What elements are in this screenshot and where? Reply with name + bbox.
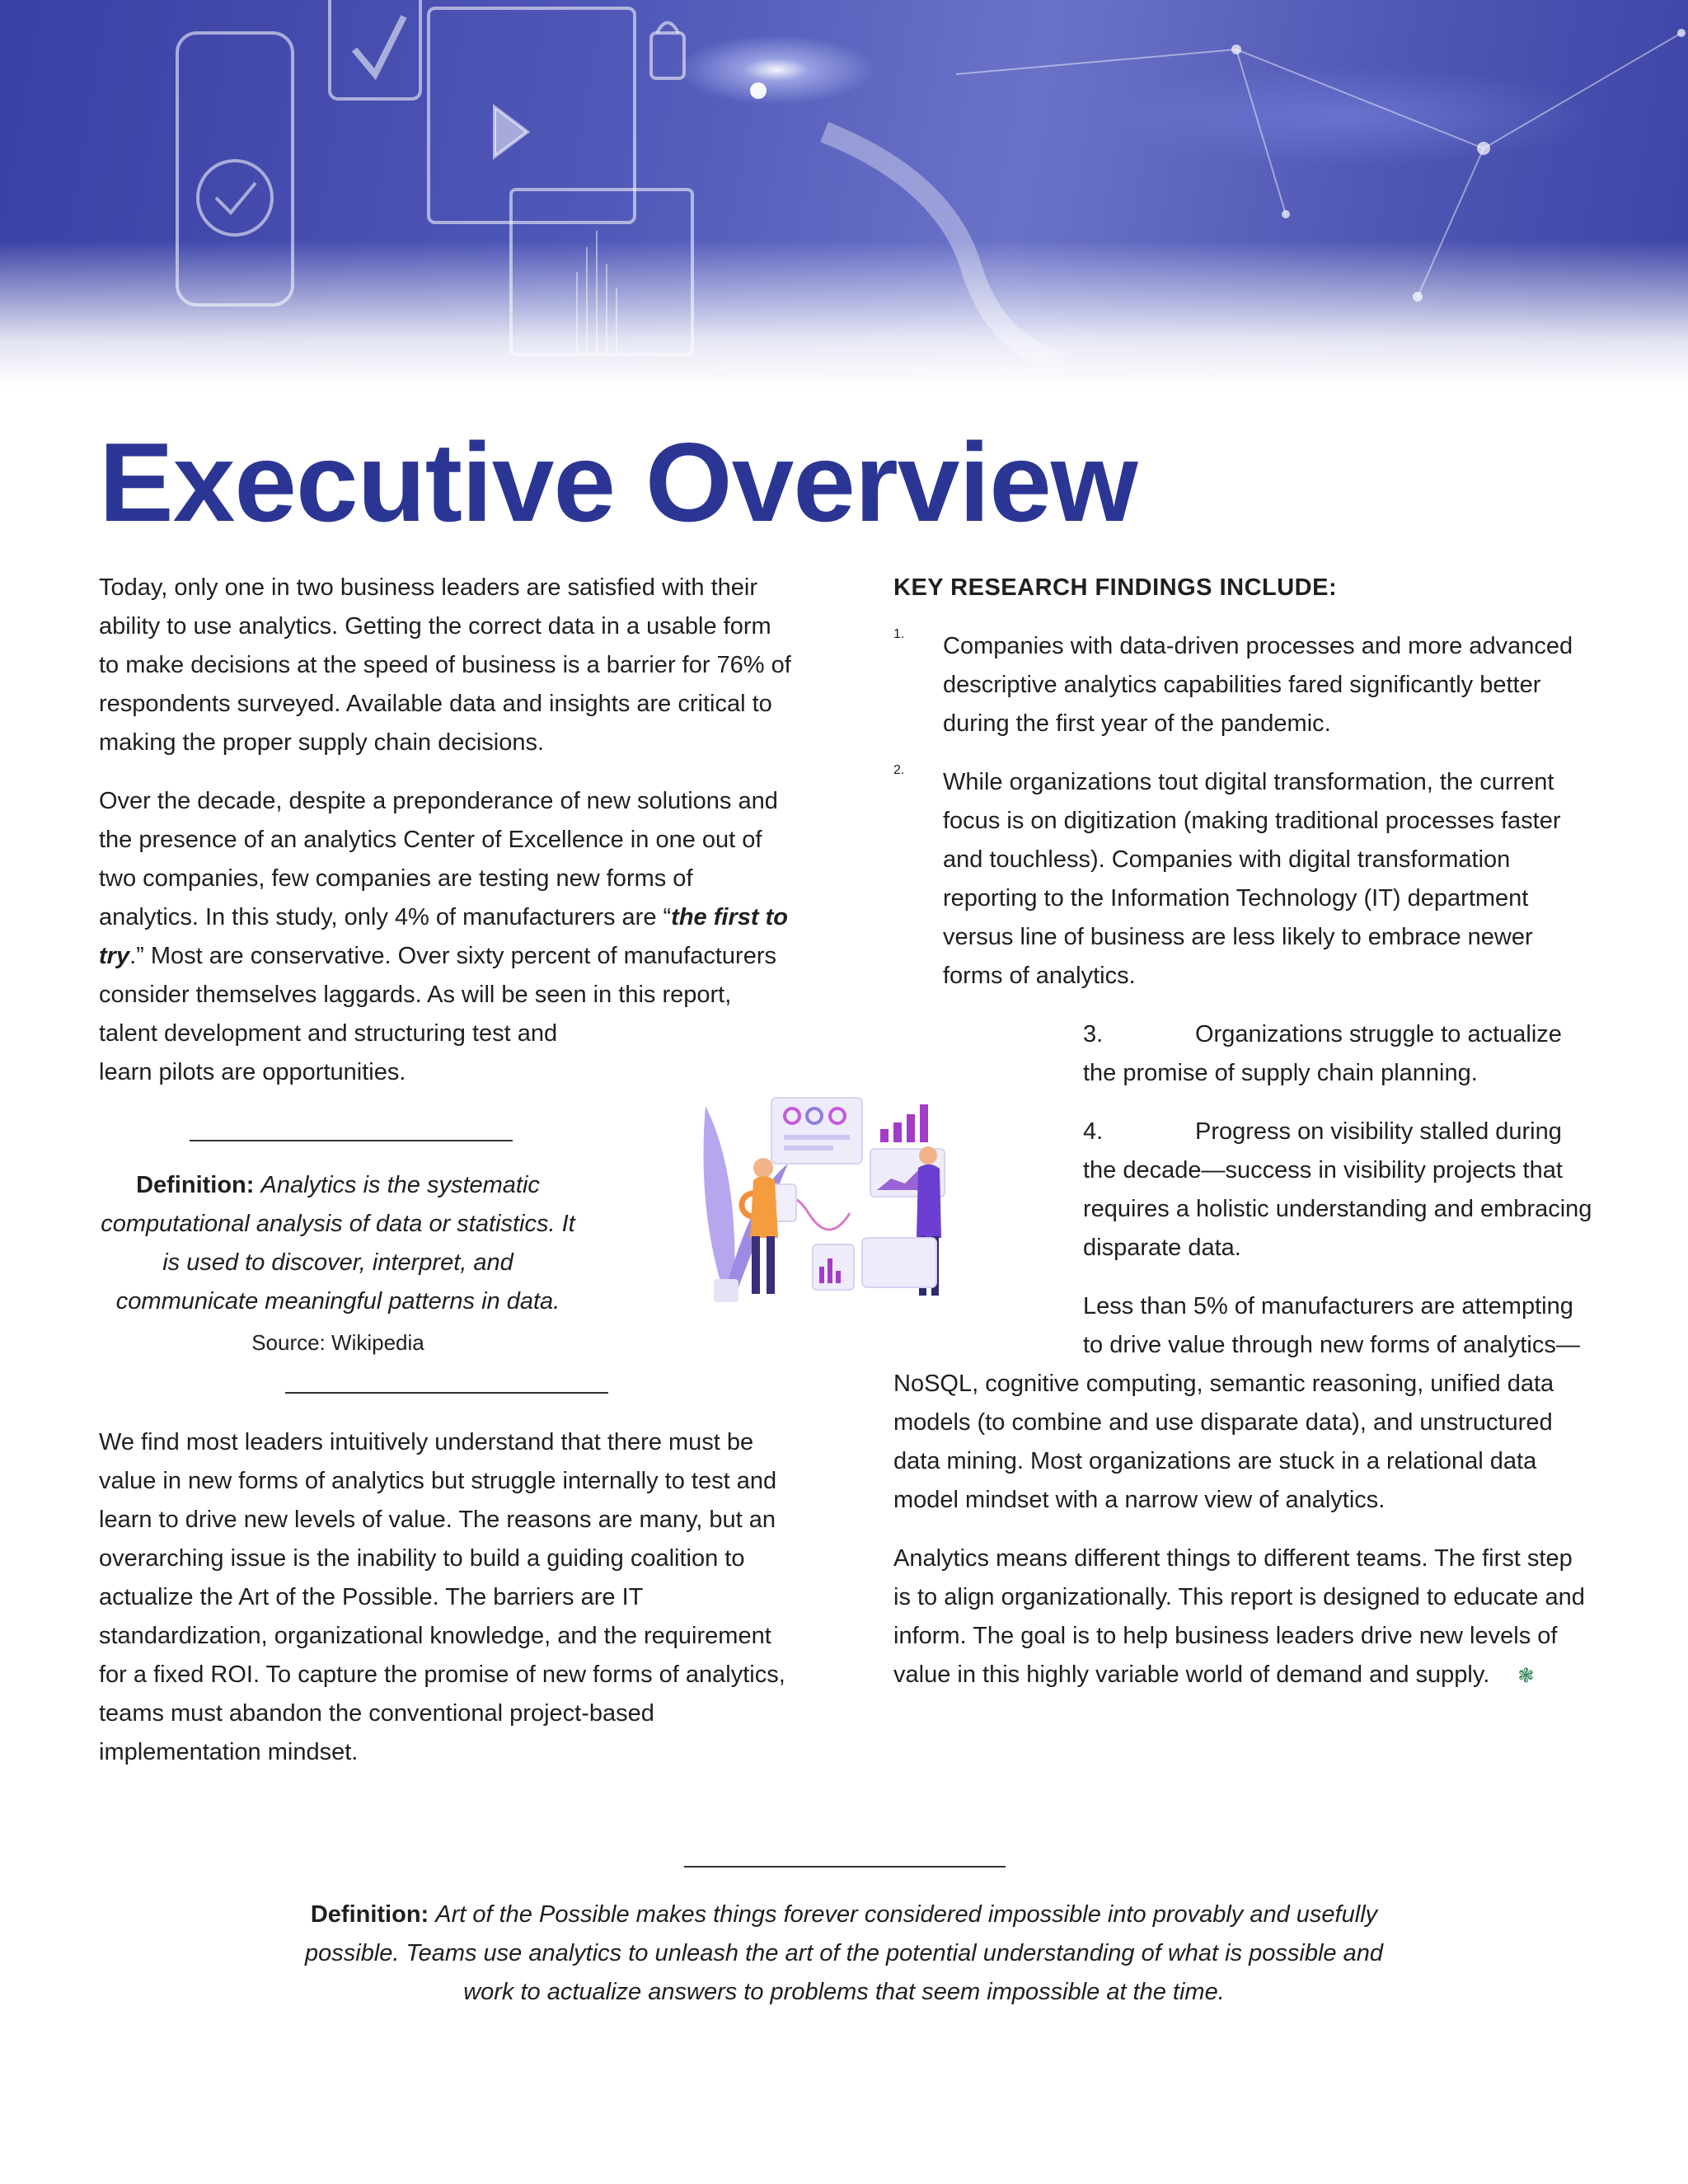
art-of-possible-definition: Definition: Art of the Possible makes things forever considered impossible into provably and usefully possible. Teams use analytics to unleash the art of the potential understanding of what is possible and work to actualize answers to problems that seem impossible at the time. xyxy=(305,1901,1383,2005)
finding-item: 2. While organizations tout digital transformation, the current focus is on digitization (making traditional processes faster and touchless). Companies with digital transformation reporting to the Information Technology (IT) department versus line of business are less likely to embrace newer forms of analytics. xyxy=(893,763,1561,989)
less-than-paragraph-start: Less than 5% of manufacturers are attempting to drive value through new forms of analytics— xyxy=(1083,1293,1580,1358)
definition-source: Source: Wikipedia xyxy=(251,1330,424,1355)
analytics-definition: Definition: Analytics is the systematic computational analysis of data or statistics. It is used to discover, interpret, and communicate meaningful patterns in data. xyxy=(101,1172,575,1315)
decade-paragraph: Over the decade, despite a preponderance of new solutions and the presence of an analytics Center of Excellence in one out of two companies, few companies are testing new forms of analytics. In this study, only 4% of manufacturers are “the first to try.” Most are conservative. Over sixty percent of manufacturers consider themselves laggards. As will be seen in this report, talent development and structuring test and xyxy=(99,788,788,1047)
intro-paragraph: Today, only one in two business leaders are satisfied with their ability to use analytics. Getting the correct data in a usable form to make decisions at the speed of business is a barrier for 76% of respondents surveyed. Available data and insights are critical to making the proper supply chain decisions. xyxy=(99,574,791,756)
finding-item: 3. Organizations struggle to actualize the promise of supply chain planning. xyxy=(1083,1021,1562,1086)
decade-paragraph-end: learn pilots are opportunities. xyxy=(99,1059,406,1085)
divider xyxy=(285,1392,608,1394)
plant-leaf-icon xyxy=(704,1106,735,1287)
right-column xyxy=(893,569,1594,1695)
less-than-paragraph-end: NoSQL, cognitive computing, semantic reasoning, unified data models (to combine and use disparate data), and unstructured data mining. Most organizations are stuck in a relational data model mindset with a narrow view of analytics. xyxy=(893,1371,1554,1513)
findings-heading: KEY RESEARCH FINDINGS INCLUDE: xyxy=(893,574,1338,601)
leaders-paragraph: We find most leaders intuitively understand that there must be value in new forms of analytics but struggle internally to test and learn to drive new levels of value. The reasons are many, but an overarching issue is the inability to build a guiding coalition to actualize the Art of the Possible. The barriers are IT standardization, organizational knowledge, and the requirement for a fixed ROI. To capture the promise of new forms of analytics, teams must abandon the conventional project-based implementation mindset. xyxy=(99,1429,785,1765)
closing-paragraph: Analytics means different things to different teams. The first step is to align organizationally. This report is designed to educate and inform. The goal is to help business leaders drive new levels of value in this highly variable world of demand and supply. ❃ xyxy=(893,1540,1594,1695)
finding-item: 1. Companies with data-driven processes and more advanced descriptive analytics capabilities fared significantly better during the first year of the pandemic. xyxy=(893,627,1573,737)
divider xyxy=(190,1140,513,1141)
end-mark-icon: ❃ xyxy=(1517,1665,1535,1687)
finding-item: 4. Progress on visibility stalled during the decade—success in visibility projects that requires a holistic understanding and embracing disparate data. xyxy=(1083,1118,1592,1261)
hero-banner xyxy=(0,0,1688,387)
divider xyxy=(684,1866,1006,1868)
page-title: Executive Overview xyxy=(99,419,1137,545)
